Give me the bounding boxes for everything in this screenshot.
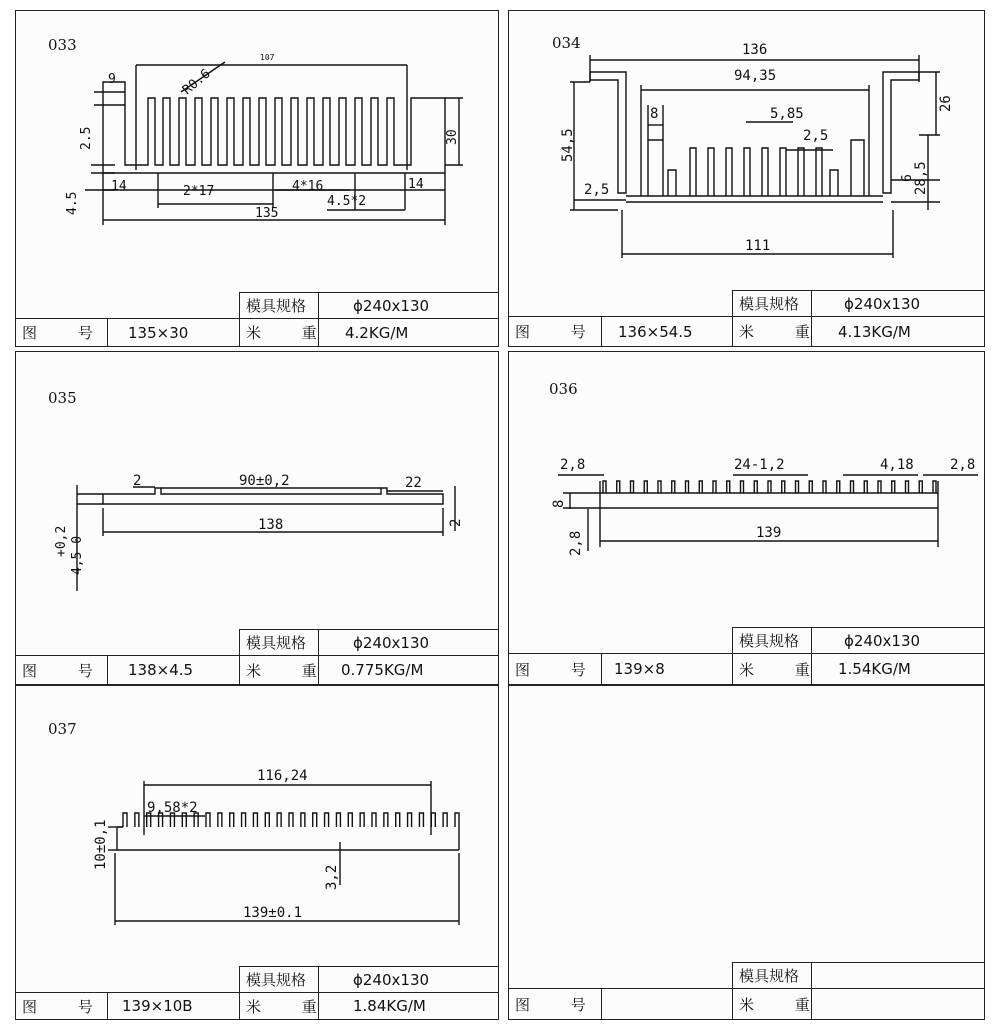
heatsink-fin bbox=[348, 813, 352, 827]
meter-weight-value: 4.13KG/M bbox=[811, 316, 985, 347]
dim-label: 5,85 bbox=[770, 106, 804, 122]
heatsink-fin bbox=[617, 481, 620, 493]
mold-spec-label: 模具规格 bbox=[239, 629, 319, 656]
dim-label: 9 bbox=[108, 72, 116, 87]
dim-label: 94,35 bbox=[734, 68, 777, 84]
dim-label: 8 bbox=[650, 106, 659, 122]
meter-weight-value: 1.84KG/M bbox=[318, 992, 499, 1020]
heatsink-fin bbox=[837, 481, 840, 493]
drawing-code: 033 bbox=[48, 36, 77, 54]
heatsink-fin bbox=[672, 481, 675, 493]
dim-label: 6 bbox=[900, 174, 915, 182]
mold-spec-label: 模具规格 bbox=[239, 966, 319, 993]
mold-spec-value: ϕ240x130 bbox=[318, 629, 499, 656]
dim-label: 24-1,2 bbox=[734, 457, 785, 473]
drawing-code: 034 bbox=[552, 34, 581, 52]
heatsink-fin bbox=[713, 481, 716, 493]
drawing-no-value: 136×54.5 bbox=[601, 316, 733, 347]
heatsink-fin bbox=[443, 813, 447, 827]
meter-weight-label bbox=[732, 653, 828, 685]
heatsink-fin bbox=[644, 481, 647, 493]
meter-weight-value: 0.775KG/M bbox=[318, 655, 499, 685]
drawing-no-label bbox=[15, 992, 111, 1020]
drawing-no-value bbox=[601, 988, 733, 1020]
heatsink-fin bbox=[686, 481, 689, 493]
heatsink-fin bbox=[135, 813, 139, 827]
dim-label: 107 bbox=[260, 53, 275, 62]
dim-label: 8 bbox=[551, 499, 567, 508]
drawing-no-value: 139×10B bbox=[107, 992, 240, 1020]
mold-spec-label: 模具规格 bbox=[732, 627, 812, 654]
heatsink-fin bbox=[603, 481, 606, 493]
meter-weight-label bbox=[239, 318, 335, 347]
heatsink-fin bbox=[864, 481, 867, 493]
mold-spec-label: 模具规格 bbox=[732, 962, 812, 989]
dim-label: R0.6 bbox=[179, 66, 214, 99]
heatsink-fin bbox=[754, 481, 757, 493]
heatsink-fin bbox=[851, 481, 854, 493]
dim-label: 14 bbox=[408, 177, 424, 192]
heatsink-fin bbox=[906, 481, 909, 493]
meter-weight-label bbox=[239, 655, 335, 685]
heatsink-fin bbox=[455, 813, 459, 827]
heatsink-fin bbox=[419, 813, 423, 827]
heatsink-fin bbox=[265, 813, 269, 827]
heatsink-fin bbox=[823, 481, 826, 493]
heatsink-fin bbox=[253, 813, 257, 827]
meter-weight-value: 4.2KG/M bbox=[318, 318, 499, 347]
dim-label: 2 bbox=[448, 518, 464, 527]
dim-label: 135 bbox=[255, 206, 279, 221]
heatsink-fin bbox=[741, 481, 744, 493]
meter-weight-label bbox=[732, 316, 828, 347]
meter-weight-label-text: 米 重 bbox=[739, 323, 828, 341]
mold-spec-value bbox=[811, 962, 985, 989]
mold-spec-value: ϕ240x130 bbox=[318, 966, 499, 993]
dim-label: 28,5 bbox=[913, 161, 929, 195]
drawing-no-label-text: 图 号 bbox=[22, 997, 111, 1016]
heatsink-fin bbox=[919, 481, 922, 493]
drawing-no-label bbox=[15, 318, 111, 347]
dim-label: 14 bbox=[111, 179, 127, 194]
heatsink-fin bbox=[396, 813, 400, 827]
drawing-no-label bbox=[15, 655, 111, 685]
drawing-no-label-text: 图 号 bbox=[515, 995, 604, 1014]
dim-label: 90±0,2 bbox=[239, 473, 290, 489]
dim-label: 54,5 bbox=[560, 128, 576, 162]
mold-spec-value: ϕ240x130 bbox=[318, 292, 499, 319]
dim-label: +0,2 bbox=[54, 525, 69, 557]
meter-weight-label bbox=[732, 988, 828, 1020]
drawing-no-label bbox=[508, 653, 602, 685]
heatsink-fin bbox=[123, 813, 127, 827]
dim-label: 4,18 bbox=[880, 457, 914, 473]
dim-label: 139±0.1 bbox=[243, 905, 303, 921]
mold-spec-value: ϕ240x130 bbox=[811, 627, 985, 654]
heatsink-fin bbox=[768, 481, 771, 493]
dim-label: 4*16 bbox=[292, 179, 324, 194]
dim-label: 2*17 bbox=[183, 184, 215, 199]
dim-label: 136 bbox=[742, 42, 768, 58]
heatsink-fin bbox=[408, 813, 412, 827]
meter-weight-label-text: 米 重 bbox=[739, 660, 828, 679]
heatsink-fin bbox=[218, 813, 222, 827]
dim-label: 111 bbox=[745, 238, 771, 254]
heatsink-fin bbox=[782, 481, 785, 493]
dim-label: 138 bbox=[258, 517, 284, 533]
dim-label: 4.5 bbox=[65, 191, 80, 215]
dim-label: 10±0,1 bbox=[93, 819, 109, 870]
heatsink-fin bbox=[933, 481, 936, 493]
heatsink-fin bbox=[325, 813, 329, 827]
meter-weight-label-text: 米 重 bbox=[246, 661, 335, 680]
dim-label: 2.5 bbox=[79, 126, 94, 150]
drawing-no-value: 138×4.5 bbox=[107, 655, 240, 685]
dim-label: 3,2 bbox=[324, 864, 340, 890]
dim-label: 9,58*2 bbox=[147, 800, 198, 816]
dim-label: 30 bbox=[445, 129, 460, 145]
mold-spec-label: 模具规格 bbox=[732, 290, 812, 317]
heatsink-fin bbox=[658, 481, 661, 493]
dim-label: 22 bbox=[405, 475, 422, 491]
drawing-code: 036 bbox=[549, 380, 578, 398]
dim-label: 26 bbox=[938, 95, 954, 112]
drawing-no-value: 139×8 bbox=[601, 653, 733, 685]
heatsink-fin bbox=[360, 813, 364, 827]
dim-label: 2,5 bbox=[803, 128, 829, 144]
drawing-no-label bbox=[508, 988, 602, 1020]
meter-weight-label-text: 米 重 bbox=[246, 324, 335, 342]
dim-label: 116,24 bbox=[257, 768, 308, 784]
dim-label: 2,8 bbox=[568, 530, 584, 556]
dim-label: 2,8 bbox=[950, 457, 976, 473]
heatsink-fin bbox=[313, 813, 317, 827]
heatsink-fin bbox=[372, 813, 376, 827]
heatsink-fin bbox=[631, 481, 634, 493]
heatsink-fin bbox=[242, 813, 246, 827]
dim-label: 2 bbox=[133, 473, 142, 489]
meter-weight-label bbox=[239, 992, 335, 1020]
meter-weight-label-text: 米 重 bbox=[246, 997, 335, 1016]
drawing-code: 037 bbox=[48, 720, 77, 738]
dim-label: 2,8 bbox=[560, 457, 586, 473]
drawing-no-label bbox=[508, 316, 602, 347]
heatsink-fin bbox=[289, 813, 293, 827]
mold-spec-value: ϕ240x130 bbox=[811, 290, 985, 317]
heatsink-fin bbox=[699, 481, 702, 493]
meter-weight-value bbox=[811, 988, 985, 1020]
dim-label: 139 bbox=[756, 525, 782, 541]
heatsink-fin bbox=[277, 813, 281, 827]
drawing-no-label-text: 图 号 bbox=[22, 661, 111, 680]
heatsink-fin bbox=[892, 481, 895, 493]
heatsink-fin bbox=[384, 813, 388, 827]
heatsink-fin bbox=[301, 813, 305, 827]
meter-weight-value: 1.54KG/M bbox=[811, 653, 985, 685]
heatsink-fin bbox=[230, 813, 234, 827]
heatsink-fin bbox=[878, 481, 881, 493]
mold-spec-label: 模具规格 bbox=[239, 292, 319, 319]
heatsink-fin bbox=[796, 481, 799, 493]
drawing-code: 035 bbox=[48, 389, 77, 407]
drawing-no-label-text: 图 号 bbox=[22, 324, 111, 342]
drawing-no-label-text: 图 号 bbox=[515, 323, 604, 341]
heatsink-fin bbox=[206, 813, 210, 827]
dim-label: 4,5−0 bbox=[70, 535, 85, 575]
drawing-no-value: 135×30 bbox=[107, 318, 240, 347]
heatsink-fin bbox=[727, 481, 730, 493]
drawing-no-label-text: 图 号 bbox=[515, 660, 604, 679]
dim-label: 2,5 bbox=[584, 182, 610, 198]
heatsink-fin bbox=[809, 481, 812, 493]
heatsink-fin bbox=[336, 813, 340, 827]
dim-label: 4.5*2 bbox=[327, 194, 367, 209]
meter-weight-label-text: 米 重 bbox=[739, 995, 828, 1014]
heatsink-fin bbox=[431, 813, 435, 827]
